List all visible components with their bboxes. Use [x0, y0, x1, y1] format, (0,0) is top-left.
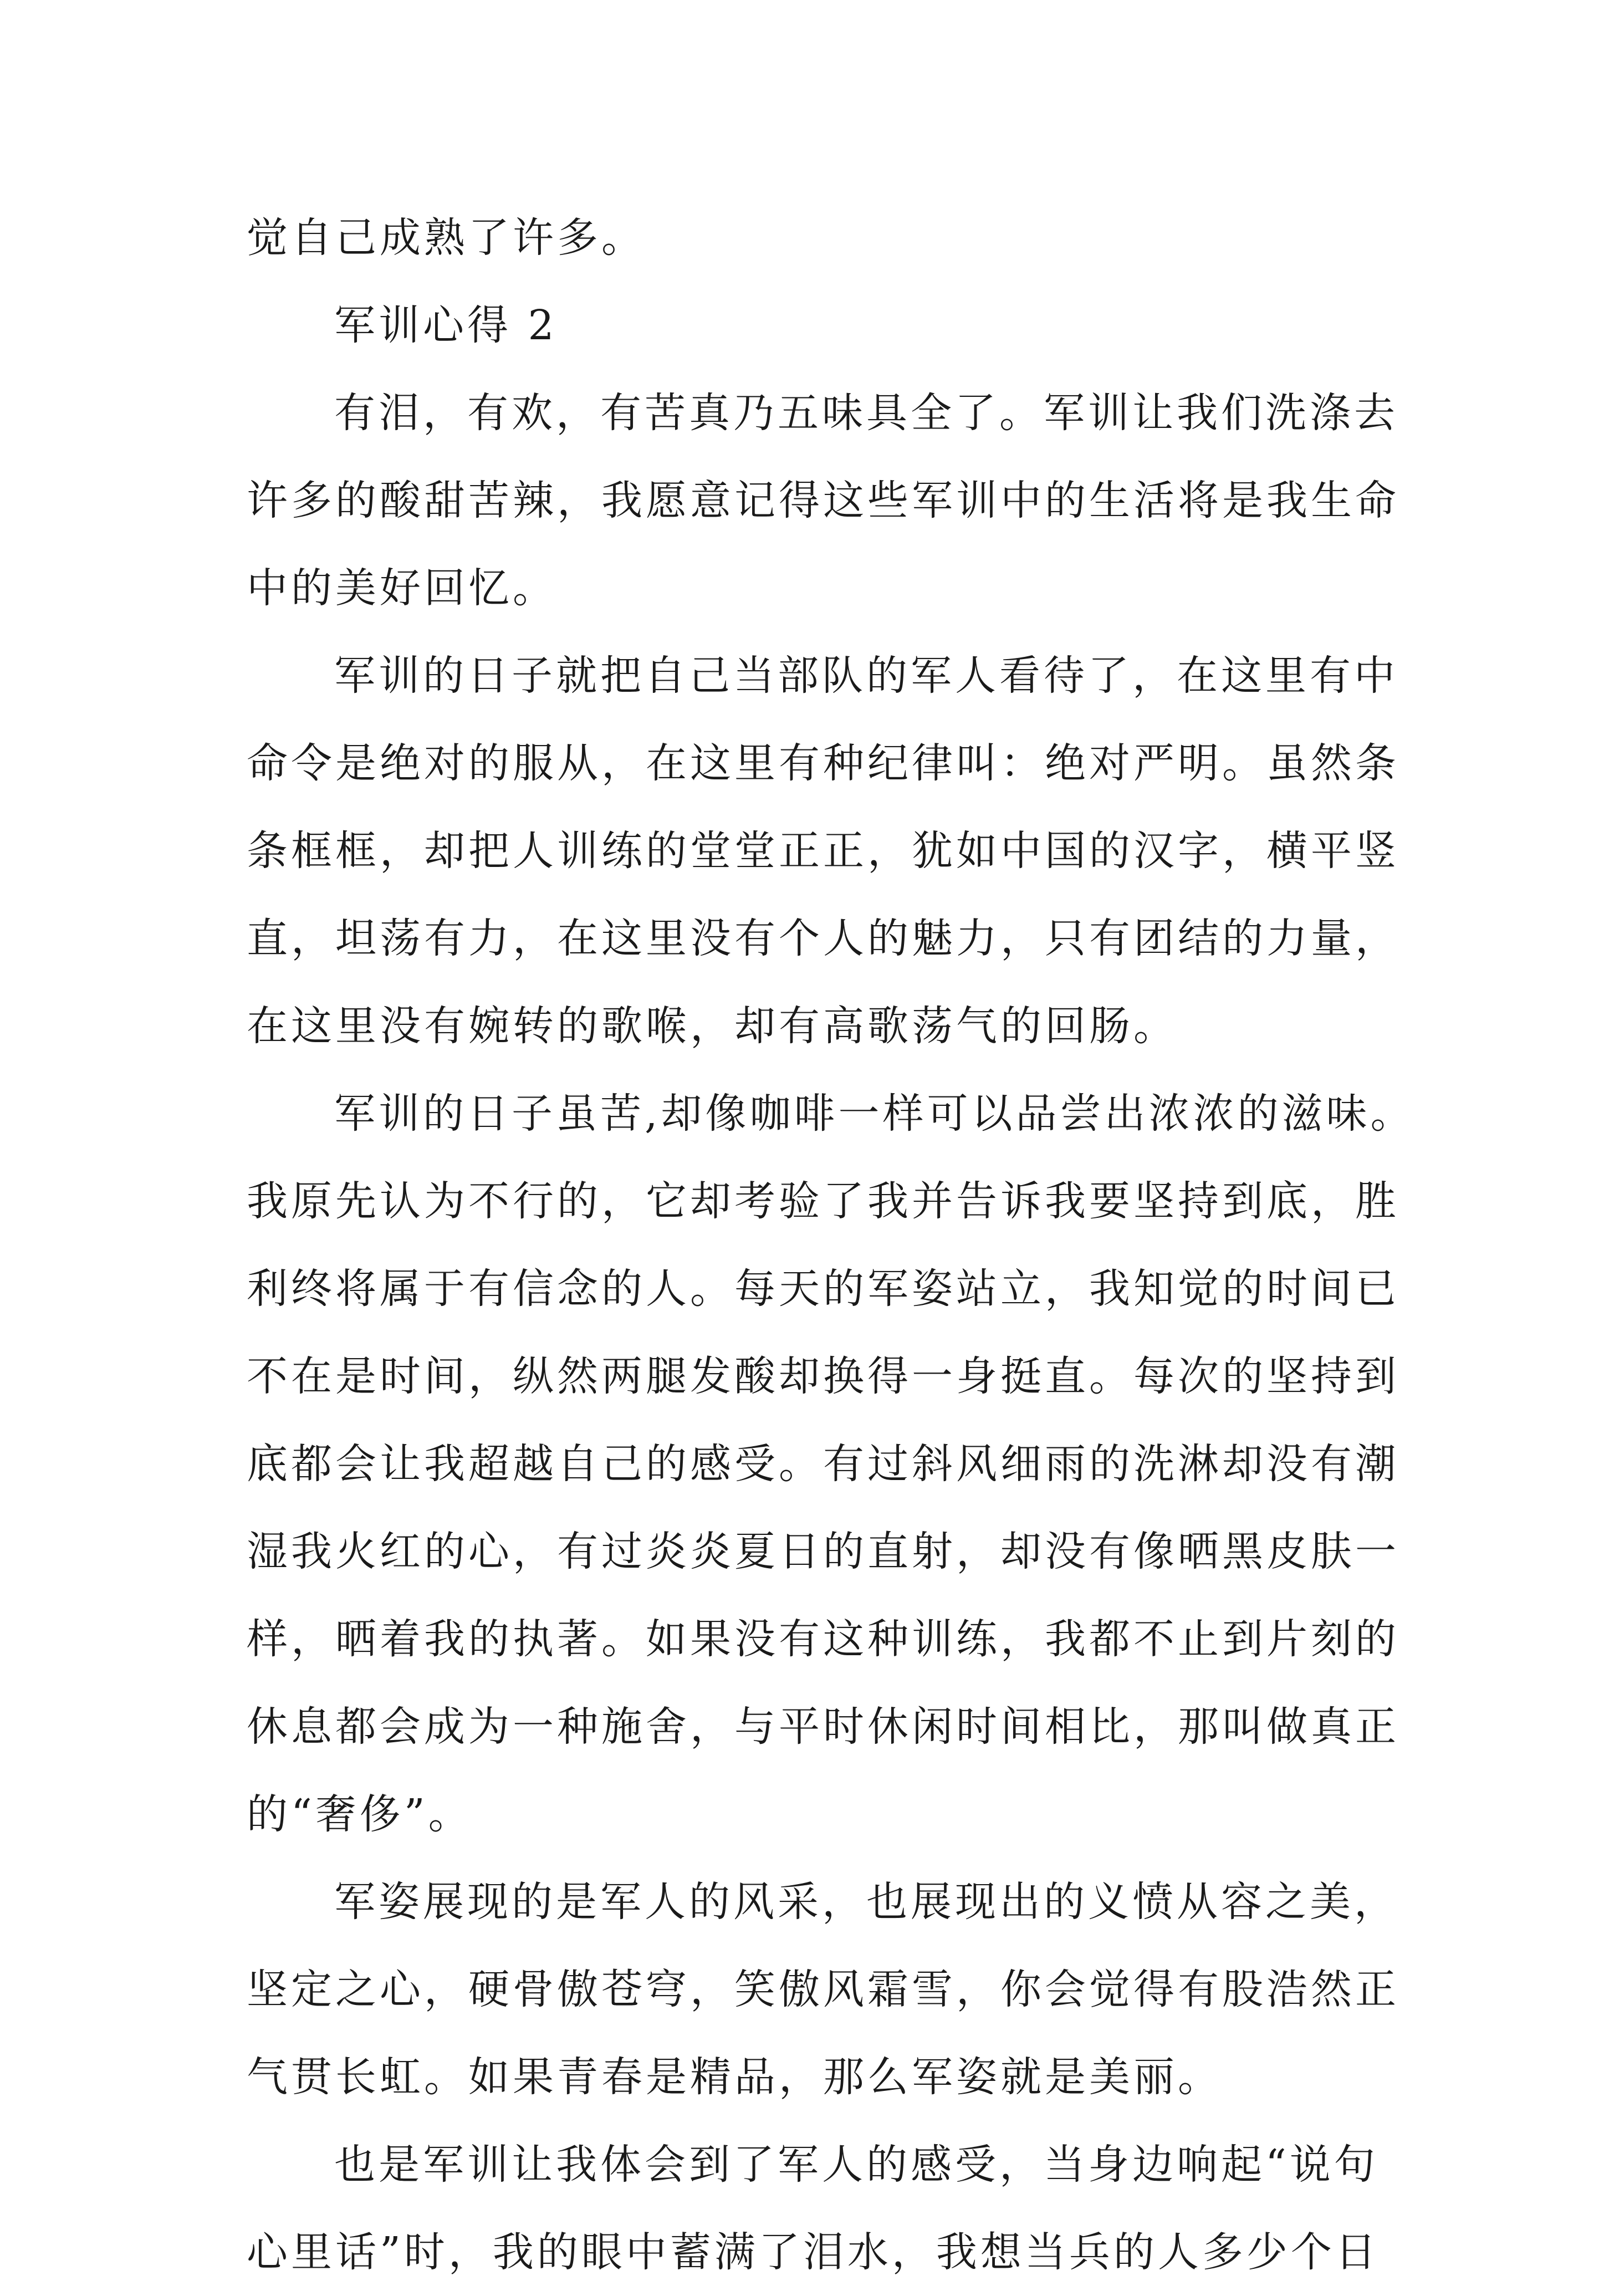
text-line: 底都会让我超越自己的感受。有过斜风细雨的洗淋却没有潮 [247, 1440, 1399, 1488]
body-text [247, 194, 1415, 2296]
text-line: 我原先认为不行的，它却考验了我并告诉我要坚持到底，胜 [247, 1177, 1399, 1225]
text-line: 也是军训让我体会到了军人的感受，当身边响起“说句 [334, 2141, 1378, 2188]
text-line: 休息都会成为一种施舍，与平时休闲时间相比，那叫做真正 [247, 1703, 1399, 1751]
text-line: 的“奢侈”。 [247, 1790, 473, 1838]
text-line: 军训的日子就把自己当部队的军人看待了，在这里有中 [334, 652, 1398, 700]
section-heading: 军训心得 2 [334, 302, 558, 349]
text-line: 有泪，有欢，有苦真乃五味具全了。军训让我们洗涤去 [334, 389, 1398, 437]
text-line: 军训的日子虽苦,却像咖啡一样可以品尝出浓浓的滋味。 [334, 1090, 1415, 1137]
text-line: 气贯长虹。如果青春是精品，那么军姿就是美丽。 [247, 2053, 1222, 2101]
text-line: 不在是时间，纵然两腿发酸却换得一身挺直。每次的坚持到 [247, 1353, 1399, 1400]
text-line: 条框框，却把人训练的堂堂正正，犹如中国的汉字，横平竖 [247, 827, 1399, 875]
text-line: 许多的酸甜苦辣，我愿意记得这些军训中的生活将是我生命 [247, 477, 1399, 524]
text-line: 湿我火红的心，有过炎炎夏日的直射，却没有像晒黑皮肤一 [247, 1528, 1399, 1575]
text-line: 在这里没有婉转的歌喉，却有高歌荡气的回肠。 [247, 1002, 1178, 1050]
text-line: 心里话”时，我的眼中蓄满了泪水，我想当兵的人多少个日 [247, 2228, 1380, 2276]
text-line: 利终将属于有信念的人。每天的军姿站立，我知觉的时间已 [247, 1265, 1399, 1313]
text-line: 军姿展现的是军人的风采，也展现出的义愤从容之美， [334, 1878, 1398, 1926]
text-line: 直，坦荡有力，在这里没有个人的魅力，只有团结的力量， [247, 915, 1399, 962]
text-line: 命令是绝对的服从，在这里有种纪律叫：绝对严明。虽然条 [247, 739, 1399, 787]
text-line: 中的美好回忆。 [247, 564, 557, 612]
text-line: 坚定之心，硬骨傲苍穹，笑傲风霜雪，你会觉得有股浩然正 [247, 1966, 1399, 2013]
text-line: 样，晒着我的执著。如果没有这种训练，我都不止到片刻的 [247, 1615, 1399, 1663]
text-line: 觉自己成熟了许多。 [247, 214, 646, 262]
